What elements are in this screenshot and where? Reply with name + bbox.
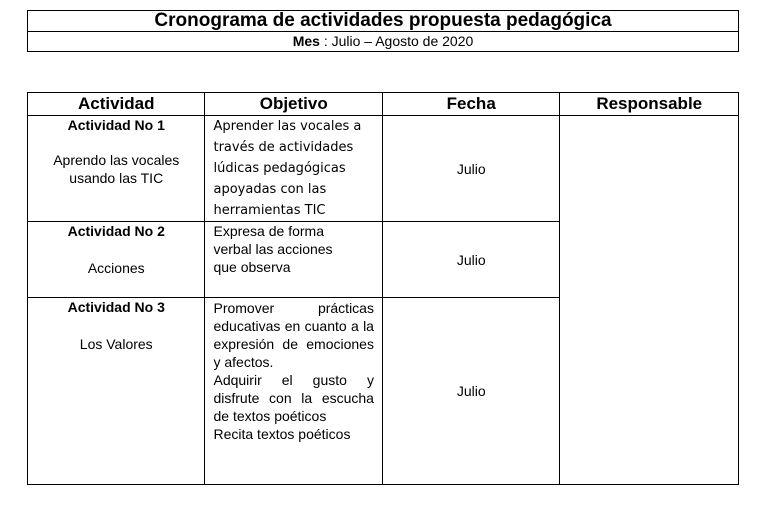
table-row [28,116,739,222]
month-label: Mes [292,33,320,49]
activities-table [27,92,739,485]
activity-name: Actividad No 2 [67,223,165,239]
objective-cell [205,298,382,485]
objective-line: través de actividades [213,140,354,155]
objective-line: que observa [213,259,291,275]
objective-line: lúdicas pedagógicas [213,161,346,176]
activity-description: Acciones [87,260,145,276]
objective-line: apoyadas con las [213,182,327,197]
objective-line: verbal las acciones [213,241,333,257]
activity-description: Los Valores [79,336,153,352]
date-cell: Julio [382,116,559,222]
activity-cell [28,298,205,485]
objective-cell [205,222,382,298]
objective-line: Recita textos poéticos [213,426,351,442]
objective-line: herramientas TIC [213,203,326,218]
activity-name: Actividad No 3 [67,299,165,315]
objective-line: Expresa de forma [213,223,324,239]
objective-cell [205,116,382,222]
column-header-activity: Actividad [28,93,205,116]
objective-line: Adquirir el gusto y disfrute con la escucha de textos poéticos [213,372,374,424]
document-header [27,10,739,52]
table-header-row [28,93,739,116]
activity-description: Aprendo las vocales [53,152,180,168]
date-cell: Julio [382,222,559,298]
date-cell: Julio [382,298,559,485]
activity-name: Actividad No 1 [67,117,165,133]
column-header-responsible: Responsable [560,93,739,116]
responsible-cell [560,116,739,485]
activity-cell [28,222,205,298]
objective-line: Aprender las vocales a [213,119,362,134]
column-header-date: Fecha [382,93,559,116]
activity-description: usando las TIC [69,170,164,186]
column-header-objective: Objetivo [205,93,382,116]
month-subtitle [28,32,738,51]
activity-cell [28,116,205,222]
objective-line: Promover prácticas educativas en cuanto a la expresión de emociones y afectos. [213,300,374,370]
month-value: : Julio – Agosto de 2020 [319,33,474,49]
page-title: Cronograma de actividades propuesta pedagógica [28,11,738,32]
